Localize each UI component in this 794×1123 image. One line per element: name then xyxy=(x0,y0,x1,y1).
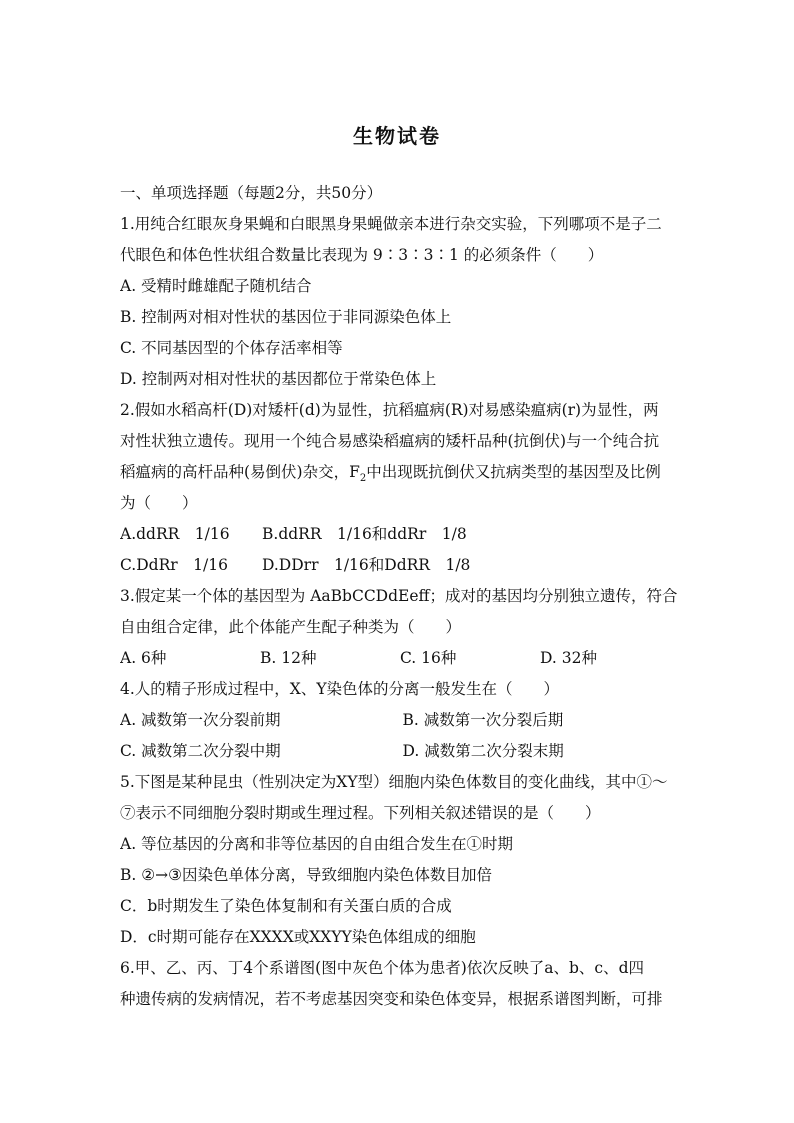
q2-option-a: A.ddRR 1/16 xyxy=(120,525,230,543)
q2-stem-line2: 对性状独立遗传。现用一个纯合易感染稻瘟病的矮杆品种(抗倒伏)与一个纯合抗 xyxy=(120,432,660,450)
q4-option-b: B. 减数第一次分裂后期 xyxy=(402,711,564,729)
q4-options-row2 xyxy=(120,736,685,767)
q5-option-d: D．c时期可能存在XXXX或XXYY染色体组成的细胞 xyxy=(120,928,476,946)
q2-options-row2 xyxy=(120,550,685,581)
q2-f2-subscript: 2 xyxy=(359,473,367,485)
q3-option-b: B. 12种 xyxy=(260,649,317,667)
q4-option-c: C. 减数第二次分裂中期 xyxy=(120,742,281,760)
q2-stem-line4: 为（ ） xyxy=(120,494,198,512)
q4-options-row1 xyxy=(120,705,685,736)
q3-option-a: A. 6种 xyxy=(120,649,167,667)
q4-option-d: D. 减数第二次分裂末期 xyxy=(402,742,564,760)
q3-stem-line2: 自由组合定律，此个体能产生配子种类为（ ） xyxy=(120,618,462,636)
q1-option-d: D. 控制两对相对性状的基因都位于常染色体上 xyxy=(120,370,437,388)
q1-option-a: A. 受精时雌雄配子随机结合 xyxy=(120,277,312,295)
q1-stem-line2: 代眼色和体色性状组合数量比表现为 9∶3∶3∶1 的必须条件（ ） xyxy=(120,246,604,264)
q2-stem-line3-a: 稻瘟病的高杆品种(易倒伏)杂交，F xyxy=(120,463,360,481)
q2-stem-line3-b: 中出现既抗倒伏又抗病类型的基因型及比例 xyxy=(366,463,661,481)
q1-stem-line1: 1.用纯合红眼灰身果蝇和白眼黑身果蝇做亲本进行杂交实验，下列哪项不是子二 xyxy=(120,215,662,233)
q5-option-c: C．b时期发生了染色体复制和有关蛋白质的合成 xyxy=(120,897,452,915)
q3-option-c: C. 16种 xyxy=(400,649,457,667)
q3-options-row xyxy=(120,643,685,674)
q2-option-d: D.DDrr 1/16和DdRR 1/8 xyxy=(262,556,471,574)
section-header: 一、单项选择题（每题2分，共50分） xyxy=(120,184,383,202)
q2-option-c: C.DdRr 1/16 xyxy=(120,556,228,574)
q2-stem-line1: 2.假如水稻高杆(D)对矮杆(d)为显性，抗稻瘟病(R)对易感染瘟病(r)为显性，两 xyxy=(120,401,659,419)
page-title: 生物试卷 xyxy=(353,124,441,148)
q6-stem-line1: 6.甲、乙、丙、丁4个系谱图(图中灰色个体为患者)依次反映了a、b、c、d四 xyxy=(120,959,645,977)
q5-option-b: B. ②→③因染色单体分离，导致细胞内染色体数目加倍 xyxy=(120,866,493,884)
q3-option-d: D. 32种 xyxy=(540,649,597,667)
q4-stem-line1: 4.人的精子形成过程中，X、Y染色体的分离一般发生在（ ） xyxy=(120,680,560,698)
q1-option-c: C. 不同基因型的个体存活率相等 xyxy=(120,339,343,357)
q1-option-b: B. 控制两对相对性状的基因位于非同源染色体上 xyxy=(120,308,452,326)
q5-option-a: A. 等位基因的分离和非等位基因的自由组合发生在①时期 xyxy=(120,835,514,853)
q2-options-row1 xyxy=(120,519,685,550)
q5-stem-line2: ⑦表示不同细胞分裂时期或生理过程。下列相关叙述错误的是（ ） xyxy=(120,804,601,822)
q6-stem-line2: 种遗传病的发病情况，若不考虑基因突变和染色体变异，根据系谱图判断，可排 xyxy=(120,990,663,1008)
exam-content xyxy=(120,178,685,1015)
q2-stem-line3 xyxy=(120,457,685,488)
q4-option-a: A. 减数第一次分裂前期 xyxy=(120,711,281,729)
q3-stem-line1: 3.假定某一个体的基因型为 AaBbCCDdEeff；成对的基因均分别独立遗传，符合 xyxy=(120,587,678,605)
q2-option-b: B.ddRR 1/16和ddRr 1/8 xyxy=(262,525,467,543)
q5-stem-line1: 5.下图是某种昆虫（性别决定为XY型）细胞内染色体数目的变化曲线，其中①～ xyxy=(120,773,668,791)
